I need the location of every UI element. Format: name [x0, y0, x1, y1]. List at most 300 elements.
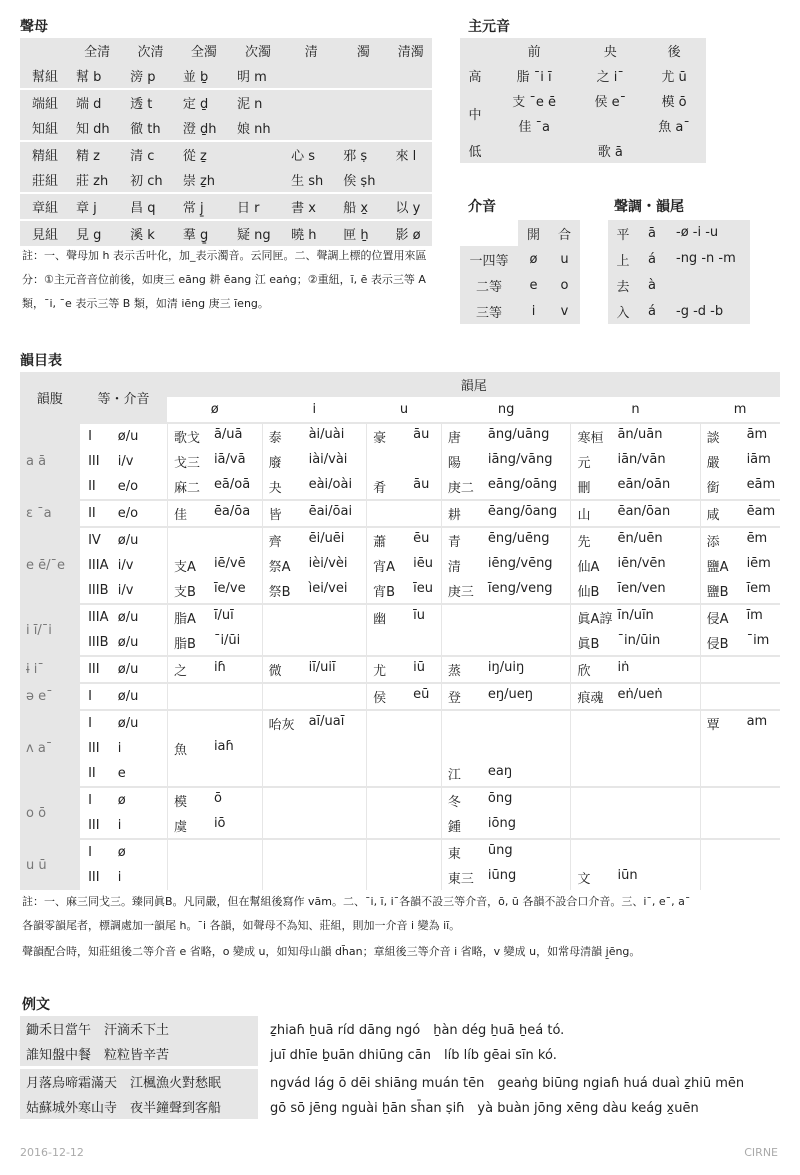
rhyme-cell: [262, 449, 367, 474]
rhyme-cell: [700, 683, 780, 710]
rhyme-cell: [262, 656, 367, 683]
rhyme-row: [20, 710, 780, 736]
coda-col: m: [700, 397, 780, 423]
rhyme-cell: [262, 500, 367, 527]
coda-col: ng: [441, 397, 571, 423]
rhyme-entry: [373, 556, 441, 575]
grade: I: [80, 423, 118, 449]
row-label: 知組: [20, 115, 70, 141]
rhyme-char: 山: [577, 508, 591, 523]
rhyme-roman: iūng: [487, 868, 517, 883]
rhyme-roman: ēang/ōang: [487, 504, 558, 519]
initial-cell: 章 j: [70, 193, 124, 220]
medial-cell: ø: [518, 246, 549, 272]
vowels-row: [460, 63, 706, 88]
rhyme-cell: [167, 527, 262, 553]
initial-cell: 端 d: [70, 89, 124, 115]
corner-cell: [460, 38, 490, 63]
rhyme-char: 宵B: [373, 585, 396, 600]
rhyme-cell: [167, 656, 262, 683]
initial-cell: 見 g: [70, 220, 124, 246]
rhyme-char: 唐: [447, 431, 461, 446]
initial-cell: [337, 63, 389, 89]
initial-cell: [389, 63, 432, 89]
medial: ø: [118, 839, 168, 865]
rhyme-char: 咸: [706, 508, 720, 523]
rhyme-entry: [448, 452, 571, 471]
rhyme-roman: īen/ven: [617, 581, 666, 596]
col-header: 後: [642, 38, 706, 63]
rhyme-cell: [167, 683, 262, 710]
rhyme-roman: eām: [746, 477, 776, 492]
rhyme-entry: [707, 531, 780, 550]
rhyme-entry: [707, 633, 780, 652]
row-label: 高: [460, 63, 490, 88]
rhyme-cell: [571, 553, 700, 578]
row-label: 低: [460, 138, 490, 163]
rhyme-cell: [167, 736, 262, 761]
rhyme-cell: [262, 553, 367, 578]
rhyme-char: 覃: [706, 718, 720, 733]
initial-cell: 並 ḇ: [177, 63, 231, 89]
rhyme-roman: ˉin/ūin: [617, 633, 661, 648]
initial-cell: 澄 ḏh: [177, 115, 231, 141]
rhyme-cell: [571, 656, 700, 683]
rhyme-cell: [262, 578, 367, 604]
rhyme-cell: [367, 839, 442, 865]
rhyme-entry: [373, 581, 441, 600]
initial-cell: 疑 ng: [231, 220, 285, 246]
rhyme-roman: iī/uiī: [308, 660, 336, 675]
rhyme-cell: [441, 604, 571, 630]
rhyme-entry: [577, 427, 699, 446]
rhyme-cell: [441, 500, 571, 527]
rhyme-row: [20, 839, 780, 865]
rhyme-char: 冬: [447, 795, 461, 810]
rhyme-char: 豪: [373, 431, 387, 446]
col-header: 清濁: [389, 38, 432, 63]
rhyme-roman: eŋ/ueŋ: [487, 687, 533, 702]
grade: II: [80, 500, 118, 527]
rhyme-roman: iēn/vēn: [617, 556, 666, 571]
medial-cell: i: [518, 298, 549, 324]
rhyme-char: 支B: [173, 585, 196, 600]
rhyme-cell: [571, 683, 700, 710]
col-header: 次濁: [231, 38, 285, 63]
rhyme-entry: [707, 427, 780, 446]
initial-cell: [285, 89, 337, 115]
rhyme-char: 夬: [268, 481, 282, 496]
tone-label: 平: [608, 220, 638, 246]
rhyme-cell: [571, 761, 700, 787]
rhyme-cell: [700, 604, 780, 630]
rhyme-cell: [441, 683, 571, 710]
vowel-cell: 模 ō: [642, 88, 706, 113]
example-romanization: ngvád lág ō dēi shiāng muán tēn geaṅg biūng ngiaɦ huá duaì ẕhiū mēn: [258, 1068, 776, 1095]
rhyme-char: 登: [447, 691, 461, 706]
tone-mark: ā: [638, 220, 670, 246]
row-label: 莊組: [20, 167, 70, 193]
rhyme-roman: ōng: [487, 791, 513, 806]
rhyme-cell: [571, 500, 700, 527]
initial-cell: 來 l: [389, 141, 432, 167]
rhyme-entry: [707, 452, 780, 471]
rhyme-entry: [448, 477, 571, 496]
col-header: 全清: [70, 38, 124, 63]
example-romanization: ẕhiaɦ ẖuā ríd dāng ngó ẖàn dég ẖuā ẖeá tó.: [270, 1023, 565, 1038]
rhyme-entry: [448, 791, 571, 810]
rhyme-cell: [262, 761, 367, 787]
rhyme-roman: iŋ/uiŋ: [487, 660, 525, 675]
initial-cell: 常 j̱: [177, 193, 231, 220]
medial: ø/u: [118, 527, 168, 553]
rhyme-cell: [367, 527, 442, 553]
row-label: 三等: [460, 298, 518, 324]
rhyme-cell: [367, 423, 442, 449]
grade: IIIB: [80, 630, 118, 656]
initial-cell: 書 x: [285, 193, 337, 220]
rhyme-cell: [700, 839, 780, 865]
rhyme-char: 支A: [173, 560, 196, 575]
rhyme-cell: [441, 813, 571, 839]
rhyme-cell: [167, 710, 262, 736]
vowel-cell: [578, 113, 642, 138]
medial: ø/u: [118, 710, 168, 736]
rhyme-char: 魚: [173, 743, 187, 758]
tones-table: [608, 220, 750, 324]
rhyme-cell: [262, 813, 367, 839]
initial-cell: 生 sh: [285, 167, 337, 193]
rhyme-char: 嚴: [706, 456, 720, 471]
rhyme-cell: [167, 813, 262, 839]
rhyme-entry: [448, 531, 571, 550]
example-row: [20, 1068, 776, 1095]
rhyme-cell: [571, 736, 700, 761]
rhyme-cell: [367, 865, 442, 890]
rhyme-cell: [367, 683, 442, 710]
rhyme-row: [20, 423, 780, 449]
rime-label: ɛ ˉa: [20, 500, 80, 527]
grade: III: [80, 656, 118, 683]
rhyme-cell: [367, 710, 442, 736]
rhyme-cell: [571, 839, 700, 865]
tones-title: 聲調・韻尾: [614, 199, 684, 215]
rhyme-roman: īu: [413, 608, 425, 623]
vowel-cell: 侯 eˉ: [578, 88, 642, 113]
rhyme-entry: [707, 608, 780, 627]
rhyme-roman: ēa/ōa: [213, 504, 251, 519]
initials-row: [20, 141, 432, 167]
rhyme-cell: [167, 761, 262, 787]
rhyme-entry: [174, 452, 262, 471]
rhyme-cell: [262, 683, 367, 710]
rhyme-cell: [441, 474, 571, 500]
col-header: 次清: [124, 38, 177, 63]
rhyme-roman: iū: [413, 660, 425, 675]
medial: e: [117, 766, 126, 781]
rhyme-roman: iūn: [617, 868, 638, 883]
medials-row: [460, 298, 580, 324]
rhyme-cell: [441, 449, 571, 474]
vowel-cell: 佳 ˉa: [490, 113, 578, 138]
initial-cell: 透 t: [124, 89, 177, 115]
coda-col: n: [571, 397, 700, 423]
rhyme-cell: [367, 553, 442, 578]
tone-mark: á: [638, 246, 670, 272]
initial-cell: [389, 167, 432, 193]
initial-cell: 日 r: [231, 193, 285, 220]
rhyme-entry: [174, 504, 262, 523]
rhyme-roman: īm: [746, 608, 763, 623]
initial-cell: 清 c: [124, 141, 177, 167]
rhyme-char: 尤: [373, 664, 387, 679]
rhyme-entry: [174, 739, 262, 758]
rhyme-roman: ān/uān: [617, 427, 663, 442]
col-header: 全濁: [177, 38, 231, 63]
col-header: 央: [578, 38, 642, 63]
rhyme-cell: [700, 865, 780, 890]
medial-cell: v: [549, 298, 580, 324]
rhyme-char: 仙A: [577, 560, 600, 575]
rhyme-entry: [448, 660, 571, 679]
rhyme-entry: [174, 556, 262, 575]
coda-header: 韻尾: [167, 372, 780, 397]
rhymes-note-3: 聲韻配合時，知莊組後二等介音 e 省略，o 變成 u，如知母山韻 dh̄an；章組後三等介音 i 省略，v 變成 u，如常母清韻 j̱ēng。: [22, 945, 641, 958]
coda-col: ø: [167, 397, 262, 423]
rhyme-cell: [441, 736, 571, 761]
medials-row: [460, 272, 580, 298]
rhyme-roman: ièi/vèi: [308, 556, 348, 571]
initial-cell: [389, 115, 432, 141]
rhyme-entry: [174, 427, 262, 446]
medial: i/v: [117, 558, 134, 573]
rhyme-roman: am: [746, 714, 768, 729]
tones-row: [608, 298, 750, 324]
initial-cell: 娘 nh: [231, 115, 285, 141]
initial-cell: 從 ẕ: [177, 141, 231, 167]
rhyme-entry: [577, 477, 699, 496]
rhyme-cell: [367, 449, 442, 474]
rhyme-roman: ūng: [487, 843, 513, 858]
rhyme-entry: [448, 427, 571, 446]
rhyme-cell: [367, 736, 442, 761]
rhyme-cell: [571, 865, 700, 890]
initial-cell: [285, 63, 337, 89]
rhyme-roman: ēan/ōan: [617, 504, 671, 519]
row-label: 章組: [20, 193, 70, 220]
initial-cell: 昌 q: [124, 193, 177, 220]
rhyme-entry: [269, 452, 367, 471]
rime-label: a ā: [20, 423, 80, 500]
rhyme-cell: [700, 500, 780, 527]
rhyme-row: [20, 656, 780, 683]
vowel-cell: 尤 ū: [642, 63, 706, 88]
rhyme-cell: [571, 449, 700, 474]
rhyme-char: 眞A諄: [577, 612, 613, 627]
rhyme-cell: [441, 787, 571, 813]
initial-cell: 匣 ẖ: [337, 220, 389, 246]
initial-cell: [231, 141, 285, 167]
rhyme-cell: [700, 449, 780, 474]
vowel-cell: 支 ˉe ē: [490, 88, 578, 113]
rhyme-roman: ēi/uēi: [308, 531, 345, 546]
medial: i/v: [117, 454, 134, 469]
rhyme-entry: [174, 633, 262, 652]
rhyme-cell: [700, 813, 780, 839]
col-header: 濁: [337, 38, 389, 63]
rhyme-char: 銜: [706, 481, 720, 496]
initials-table: [20, 38, 432, 246]
rhyme-entry: [577, 504, 699, 523]
medial: e/o: [118, 500, 168, 527]
rhyme-cell: [262, 787, 367, 813]
rhyme-entry: [269, 714, 367, 733]
rhyme-entry: [577, 868, 699, 887]
tone-codas: [670, 220, 750, 298]
rhyme-cell: [571, 787, 700, 813]
rhyme-cell: [262, 865, 367, 890]
rhyme-roman: ˉim: [746, 633, 770, 648]
rhyme-roman: ˉi/ūi: [213, 633, 241, 648]
medial: i: [117, 818, 122, 833]
grade: IIIA: [80, 604, 118, 630]
rhyme-roman: ēm: [746, 531, 768, 546]
rhyme-char: 陽: [447, 456, 461, 471]
rhyme-cell: [367, 500, 442, 527]
row-label: 端組: [20, 89, 70, 115]
medial-cell: u: [549, 246, 580, 272]
medial: i: [117, 870, 122, 885]
col-header: 合: [549, 220, 580, 246]
medial: ø/u: [118, 423, 168, 449]
grade: III: [80, 813, 118, 839]
rhyme-roman: iē/vē: [213, 556, 246, 571]
rhyme-row: [20, 604, 780, 630]
vowel-cell: 之 iˉ: [578, 63, 642, 88]
rhyme-entry: [448, 764, 571, 783]
rhyme-cell: [571, 604, 700, 630]
tones-row: [608, 220, 750, 246]
rhyme-char: 模: [173, 795, 187, 810]
rhyme-entry: [448, 581, 571, 600]
rhyme-roman: aī/uaī: [308, 714, 345, 729]
rhyme-entry: [269, 477, 367, 496]
codas-line: -ng -n -m: [676, 251, 736, 266]
medial: i/v: [117, 583, 134, 598]
rhyme-entry: [174, 608, 262, 627]
rhyme-roman: iēng/vēng: [487, 556, 553, 571]
rhyme-cell: [700, 553, 780, 578]
rhyme-cell: [167, 500, 262, 527]
rhyme-char: 青: [447, 535, 461, 550]
rhyme-roman: iēm: [746, 556, 771, 571]
rhyme-row: [20, 787, 780, 813]
footer-author: CIRNE: [744, 1146, 778, 1159]
rhyme-cell: [367, 604, 442, 630]
rhyme-char: 祭A: [268, 560, 291, 575]
rhyme-entry: [577, 556, 699, 575]
rhyme-char: 虞: [173, 820, 187, 835]
initial-cell: 崇 ẕh: [177, 167, 231, 193]
rime-label: ʌ aˉ: [20, 710, 80, 787]
corner-cell: [460, 220, 518, 246]
example-chinese: 鋤禾日當午 汗滴禾下土: [20, 1016, 258, 1041]
rhyme-cell: [167, 839, 262, 865]
rhyme-entry: [269, 581, 367, 600]
rhyme-char: 東三: [447, 872, 474, 887]
rhyme-cell: [700, 527, 780, 553]
medial: ø/u: [118, 656, 168, 683]
rhyme-cell: [700, 736, 780, 761]
examples-table: [20, 1016, 776, 1119]
coda-col: u: [367, 397, 442, 423]
rhyme-char: 痕魂: [577, 691, 604, 706]
rhyme-row: [20, 527, 780, 553]
rhyme-char: 戈三: [173, 456, 200, 471]
initials-title: 聲母: [20, 19, 48, 35]
rhyme-char: 庚三: [447, 585, 474, 600]
col-header: 開: [518, 220, 549, 246]
initial-cell: 羣 g̱: [177, 220, 231, 246]
initial-cell: 精 z: [70, 141, 124, 167]
rhyme-cell: [571, 710, 700, 736]
rhyme-entry: [373, 687, 441, 706]
rhyme-char: 之: [173, 664, 187, 679]
rhyme-roman: āu: [413, 477, 430, 492]
grade: II: [80, 474, 118, 500]
tone-label: 去: [608, 272, 638, 298]
example-row: [20, 1094, 776, 1119]
example-romanization: gō sō jēng nguài ẖān sh̄an ṣiɦ yà buàn jōng xēng dàu keág x̱uēn: [270, 1101, 699, 1116]
medial: i: [117, 741, 122, 756]
rhyme-char: 眞B: [577, 637, 600, 652]
rhyme-cell: [367, 578, 442, 604]
rhyme-char: 歌戈: [173, 431, 200, 446]
example-chinese: 姑蘇城外寒山寺 夜半鐘聲到客船: [20, 1094, 258, 1119]
initial-cell: 滂 p: [124, 63, 177, 89]
rhyme-entry: [707, 477, 780, 496]
rhyme-entry: [577, 687, 699, 706]
rhyme-roman: īem: [746, 581, 771, 596]
medial: e/o: [117, 479, 139, 494]
rhyme-cell: [167, 553, 262, 578]
rhyme-cell: [262, 474, 367, 500]
rhyme-row: [20, 761, 780, 787]
rhyme-char: 耕: [447, 508, 461, 523]
initial-cell: 徹 th: [124, 115, 177, 141]
initial-cell: 心 s: [285, 141, 337, 167]
rhyme-char: 庚二: [447, 481, 474, 496]
rhyme-char: 咍灰: [268, 718, 295, 733]
rhyme-entry: [174, 477, 262, 496]
rhyme-cell: [262, 604, 367, 630]
rhyme-roman: ēai/ōai: [308, 504, 353, 519]
rhyme-roman: iōng: [487, 816, 516, 831]
initial-cell: 知 dh: [70, 115, 124, 141]
rhyme-cell: [571, 578, 700, 604]
rhyme-char: 鹽A: [706, 560, 729, 575]
rhyme-roman: eài/oài: [308, 477, 353, 492]
rhyme-roman: ā/uā: [213, 427, 243, 442]
rhyme-roman: iaɦ: [213, 739, 234, 754]
rhyme-entry: [707, 581, 780, 600]
rhyme-char: 東: [447, 847, 461, 862]
rhymes-table: [20, 372, 780, 890]
rime-label: u ū: [20, 839, 80, 890]
rhyme-cell: [571, 474, 700, 500]
rhyme-roman: iān/vān: [617, 452, 666, 467]
initial-cell: 影 ø: [389, 220, 432, 246]
